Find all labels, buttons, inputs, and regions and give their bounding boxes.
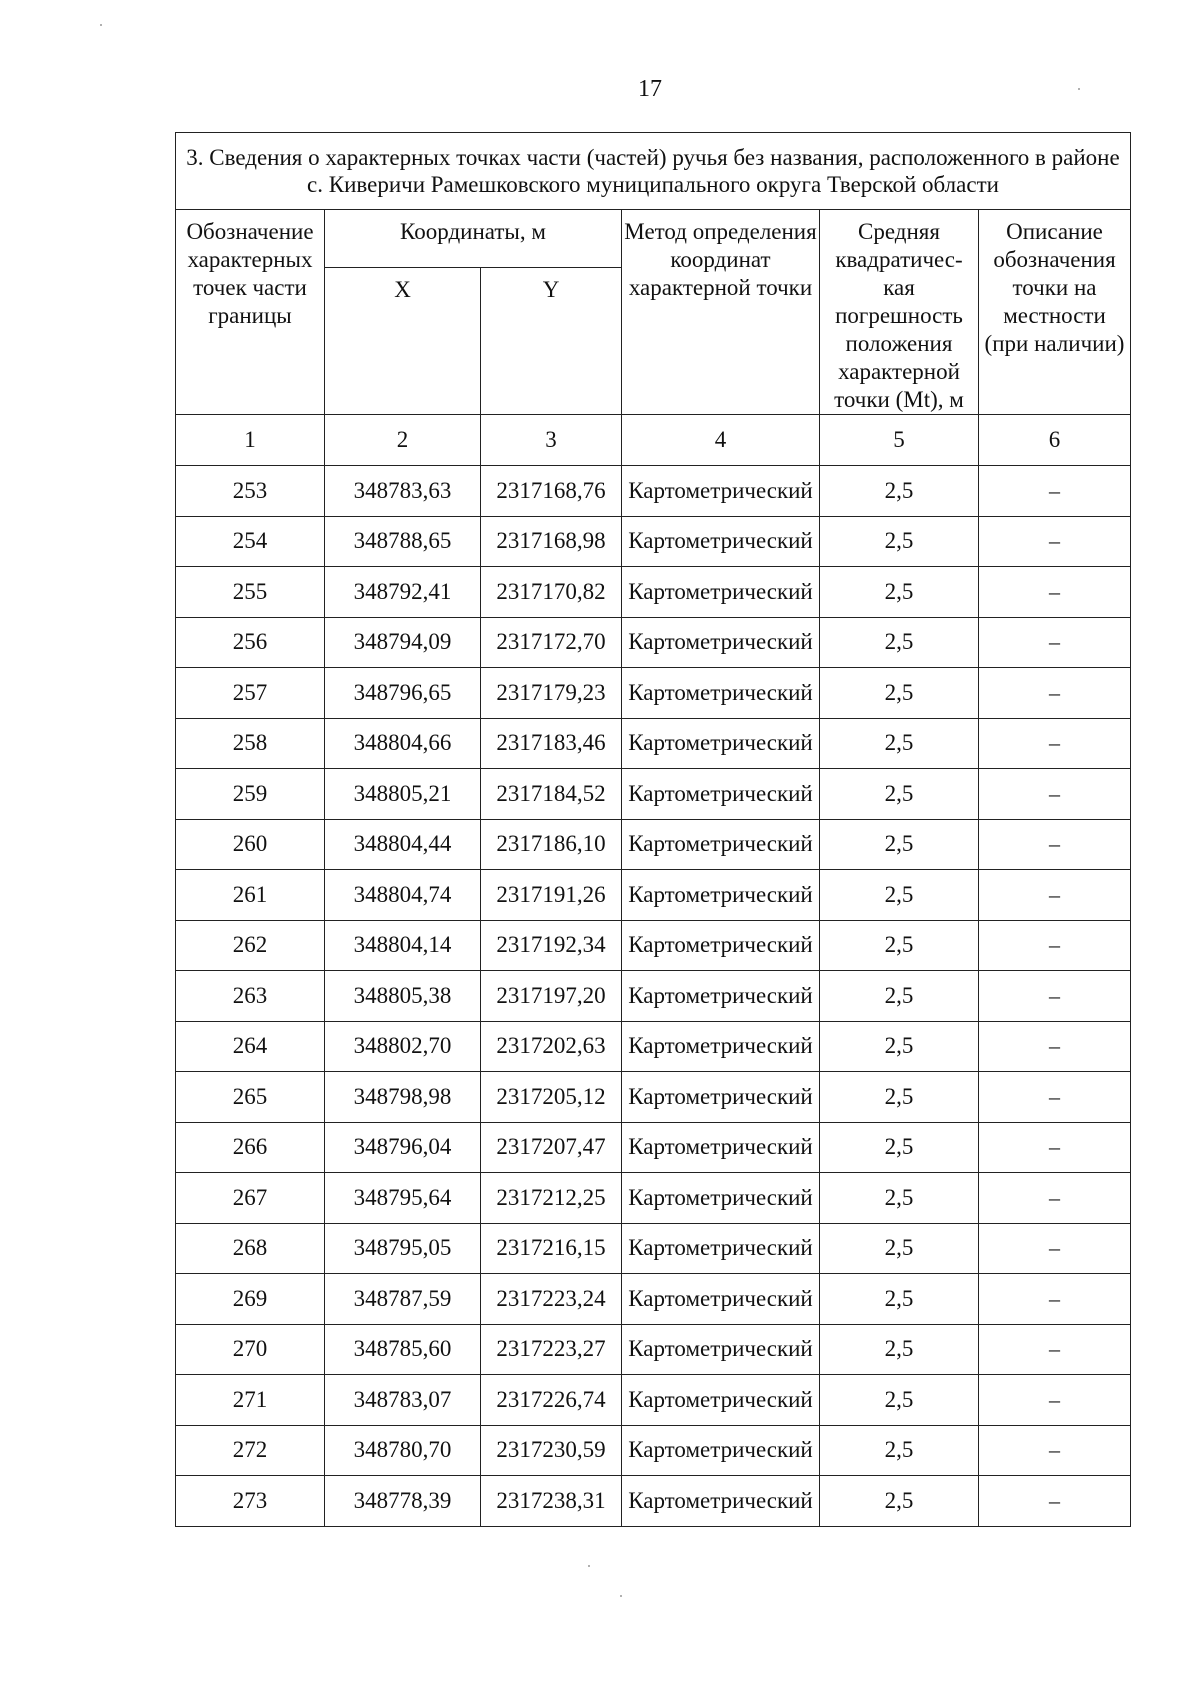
header-description: Описание обозначения точки на местности (при наличии): [979, 210, 1131, 415]
column-number: 5: [820, 415, 979, 466]
x-coordinate-cell: 348802,70: [325, 1021, 481, 1072]
point-cell: 265: [176, 1072, 325, 1123]
table-row: [176, 1072, 1131, 1123]
error-cell: 2,5: [820, 1274, 979, 1325]
table-row: [176, 466, 1131, 517]
table-row: [176, 1274, 1131, 1325]
y-coordinate-cell: 2317230,59: [481, 1425, 622, 1476]
method-cell: Картометрический: [622, 769, 820, 820]
table-row: [176, 516, 1131, 567]
method-cell: Картометрический: [622, 971, 820, 1022]
x-coordinate-cell: 348795,05: [325, 1223, 481, 1274]
error-cell: 2,5: [820, 1375, 979, 1426]
description-cell: –: [979, 1173, 1131, 1224]
y-coordinate-cell: 2317205,12: [481, 1072, 622, 1123]
method-cell: Картометрический: [622, 668, 820, 719]
header-y: Y: [481, 268, 622, 415]
method-cell: Картометрический: [622, 567, 820, 618]
method-cell: Картометрический: [622, 718, 820, 769]
x-coordinate-cell: 348804,14: [325, 920, 481, 971]
description-cell: –: [979, 1324, 1131, 1375]
description-cell: –: [979, 668, 1131, 719]
description-cell: –: [979, 920, 1131, 971]
y-coordinate-cell: 2317192,34: [481, 920, 622, 971]
y-coordinate-cell: 2317172,70: [481, 617, 622, 668]
error-cell: 2,5: [820, 668, 979, 719]
error-cell: 2,5: [820, 920, 979, 971]
point-cell: 266: [176, 1122, 325, 1173]
x-coordinate-cell: 348794,09: [325, 617, 481, 668]
table-row: [176, 567, 1131, 618]
column-number: 2: [325, 415, 481, 466]
method-cell: Картометрический: [622, 1021, 820, 1072]
description-cell: –: [979, 516, 1131, 567]
characteristic-points-table: [175, 132, 1131, 1527]
y-coordinate-cell: 2317226,74: [481, 1375, 622, 1426]
error-cell: 2,5: [820, 1122, 979, 1173]
x-coordinate-cell: 348783,07: [325, 1375, 481, 1426]
point-cell: 263: [176, 971, 325, 1022]
x-coordinate-cell: 348780,70: [325, 1425, 481, 1476]
method-cell: Картометрический: [622, 516, 820, 567]
description-cell: –: [979, 567, 1131, 618]
description-cell: –: [979, 819, 1131, 870]
error-cell: 2,5: [820, 567, 979, 618]
x-coordinate-cell: 348795,64: [325, 1173, 481, 1224]
error-cell: 2,5: [820, 870, 979, 921]
column-number: 6: [979, 415, 1131, 466]
description-cell: –: [979, 1223, 1131, 1274]
column-number: 3: [481, 415, 622, 466]
method-cell: Картометрический: [622, 1324, 820, 1375]
point-cell: 259: [176, 769, 325, 820]
table-row: [176, 1476, 1131, 1527]
table-row: [176, 1021, 1131, 1072]
y-coordinate-cell: 2317179,23: [481, 668, 622, 719]
column-number: 1: [176, 415, 325, 466]
y-coordinate-cell: 2317191,26: [481, 870, 622, 921]
error-cell: 2,5: [820, 819, 979, 870]
x-coordinate-cell: 348783,63: [325, 466, 481, 517]
description-cell: –: [979, 1021, 1131, 1072]
description-cell: –: [979, 1425, 1131, 1476]
x-coordinate-cell: 348796,04: [325, 1122, 481, 1173]
table-row: [176, 1324, 1131, 1375]
header-coordinates: Координаты, м: [325, 210, 622, 268]
x-coordinate-cell: 348792,41: [325, 567, 481, 618]
method-cell: Картометрический: [622, 1223, 820, 1274]
description-cell: –: [979, 870, 1131, 921]
point-cell: 253: [176, 466, 325, 517]
point-cell: 270: [176, 1324, 325, 1375]
description-cell: –: [979, 1274, 1131, 1325]
error-cell: 2,5: [820, 1072, 979, 1123]
column-numbers-row: [176, 415, 1131, 466]
method-cell: Картометрический: [622, 819, 820, 870]
y-coordinate-cell: 2317183,46: [481, 718, 622, 769]
description-cell: –: [979, 1476, 1131, 1527]
point-cell: 272: [176, 1425, 325, 1476]
point-cell: 267: [176, 1173, 325, 1224]
table-row: [176, 920, 1131, 971]
table-row: [176, 617, 1131, 668]
method-cell: Картометрический: [622, 1072, 820, 1123]
point-cell: 255: [176, 567, 325, 618]
y-coordinate-cell: 2317216,15: [481, 1223, 622, 1274]
method-cell: Картометрический: [622, 466, 820, 517]
x-coordinate-cell: 348804,44: [325, 819, 481, 870]
y-coordinate-cell: 2317184,52: [481, 769, 622, 820]
x-coordinate-cell: 348778,39: [325, 1476, 481, 1527]
point-cell: 262: [176, 920, 325, 971]
y-coordinate-cell: 2317223,27: [481, 1324, 622, 1375]
method-cell: Картометрический: [622, 1476, 820, 1527]
table-row: [176, 819, 1131, 870]
point-cell: 271: [176, 1375, 325, 1426]
error-cell: 2,5: [820, 1173, 979, 1224]
description-cell: –: [979, 769, 1131, 820]
y-coordinate-cell: 2317168,76: [481, 466, 622, 517]
point-cell: 257: [176, 668, 325, 719]
error-cell: 2,5: [820, 1021, 979, 1072]
method-cell: Картометрический: [622, 920, 820, 971]
table-row: [176, 971, 1131, 1022]
table-row: [176, 870, 1131, 921]
error-cell: 2,5: [820, 769, 979, 820]
description-cell: –: [979, 617, 1131, 668]
header-point: Обозначение характерных точек части границы: [176, 210, 325, 415]
point-cell: 256: [176, 617, 325, 668]
error-cell: 2,5: [820, 466, 979, 517]
description-cell: –: [979, 718, 1131, 769]
x-coordinate-cell: 348805,38: [325, 971, 481, 1022]
y-coordinate-cell: 2317207,47: [481, 1122, 622, 1173]
y-coordinate-cell: 2317186,10: [481, 819, 622, 870]
x-coordinate-cell: 348798,98: [325, 1072, 481, 1123]
method-cell: Картометрический: [622, 1375, 820, 1426]
method-cell: Картометрический: [622, 1122, 820, 1173]
error-cell: 2,5: [820, 971, 979, 1022]
header-method: Метод определения координат характерной точки: [622, 210, 820, 415]
x-coordinate-cell: 348796,65: [325, 668, 481, 719]
error-cell: 2,5: [820, 1223, 979, 1274]
method-cell: Картометрический: [622, 617, 820, 668]
scan-speck: [620, 1595, 622, 1597]
y-coordinate-cell: 2317212,25: [481, 1173, 622, 1224]
table-row: [176, 1173, 1131, 1224]
scan-speck: [1078, 88, 1080, 90]
y-coordinate-cell: 2317202,63: [481, 1021, 622, 1072]
x-coordinate-cell: 348785,60: [325, 1324, 481, 1375]
point-cell: 264: [176, 1021, 325, 1072]
error-cell: 2,5: [820, 1476, 979, 1527]
table-row: [176, 1425, 1131, 1476]
header-error: Средняя квадратичес-кая погрешность положения характерной точки (Mt), м: [820, 210, 979, 415]
method-cell: Картометрический: [622, 1274, 820, 1325]
table-row: [176, 718, 1131, 769]
header-x: X: [325, 268, 481, 415]
description-cell: –: [979, 466, 1131, 517]
error-cell: 2,5: [820, 718, 979, 769]
x-coordinate-cell: 348804,66: [325, 718, 481, 769]
point-cell: 254: [176, 516, 325, 567]
point-cell: 273: [176, 1476, 325, 1527]
description-cell: –: [979, 1375, 1131, 1426]
scan-speck: [100, 24, 102, 26]
error-cell: 2,5: [820, 1324, 979, 1375]
description-cell: –: [979, 971, 1131, 1022]
table-row: [176, 1375, 1131, 1426]
table-body: [176, 466, 1131, 1527]
y-coordinate-cell: 2317238,31: [481, 1476, 622, 1527]
table-row: [176, 1122, 1131, 1173]
point-cell: 260: [176, 819, 325, 870]
table-caption: 3. Сведения о характерных точках части (частей) ручья без названия, расположенного в районе с. Киверичи Рамешковского муниципального округа Тверской области: [176, 133, 1131, 210]
x-coordinate-cell: 348788,65: [325, 516, 481, 567]
point-cell: 261: [176, 870, 325, 921]
method-cell: Картометрический: [622, 1425, 820, 1476]
y-coordinate-cell: 2317170,82: [481, 567, 622, 618]
table-row: [176, 769, 1131, 820]
y-coordinate-cell: 2317168,98: [481, 516, 622, 567]
method-cell: Картометрический: [622, 870, 820, 921]
table-row: [176, 668, 1131, 719]
y-coordinate-cell: 2317223,24: [481, 1274, 622, 1325]
page-number: 17: [638, 76, 662, 102]
error-cell: 2,5: [820, 516, 979, 567]
x-coordinate-cell: 348804,74: [325, 870, 481, 921]
point-cell: 258: [176, 718, 325, 769]
point-cell: 269: [176, 1274, 325, 1325]
scan-speck: [588, 1565, 590, 1567]
x-coordinate-cell: 348805,21: [325, 769, 481, 820]
error-cell: 2,5: [820, 1425, 979, 1476]
description-cell: –: [979, 1072, 1131, 1123]
y-coordinate-cell: 2317197,20: [481, 971, 622, 1022]
table-row: [176, 1223, 1131, 1274]
point-cell: 268: [176, 1223, 325, 1274]
x-coordinate-cell: 348787,59: [325, 1274, 481, 1325]
description-cell: –: [979, 1122, 1131, 1173]
error-cell: 2,5: [820, 617, 979, 668]
column-number: 4: [622, 415, 820, 466]
method-cell: Картометрический: [622, 1173, 820, 1224]
